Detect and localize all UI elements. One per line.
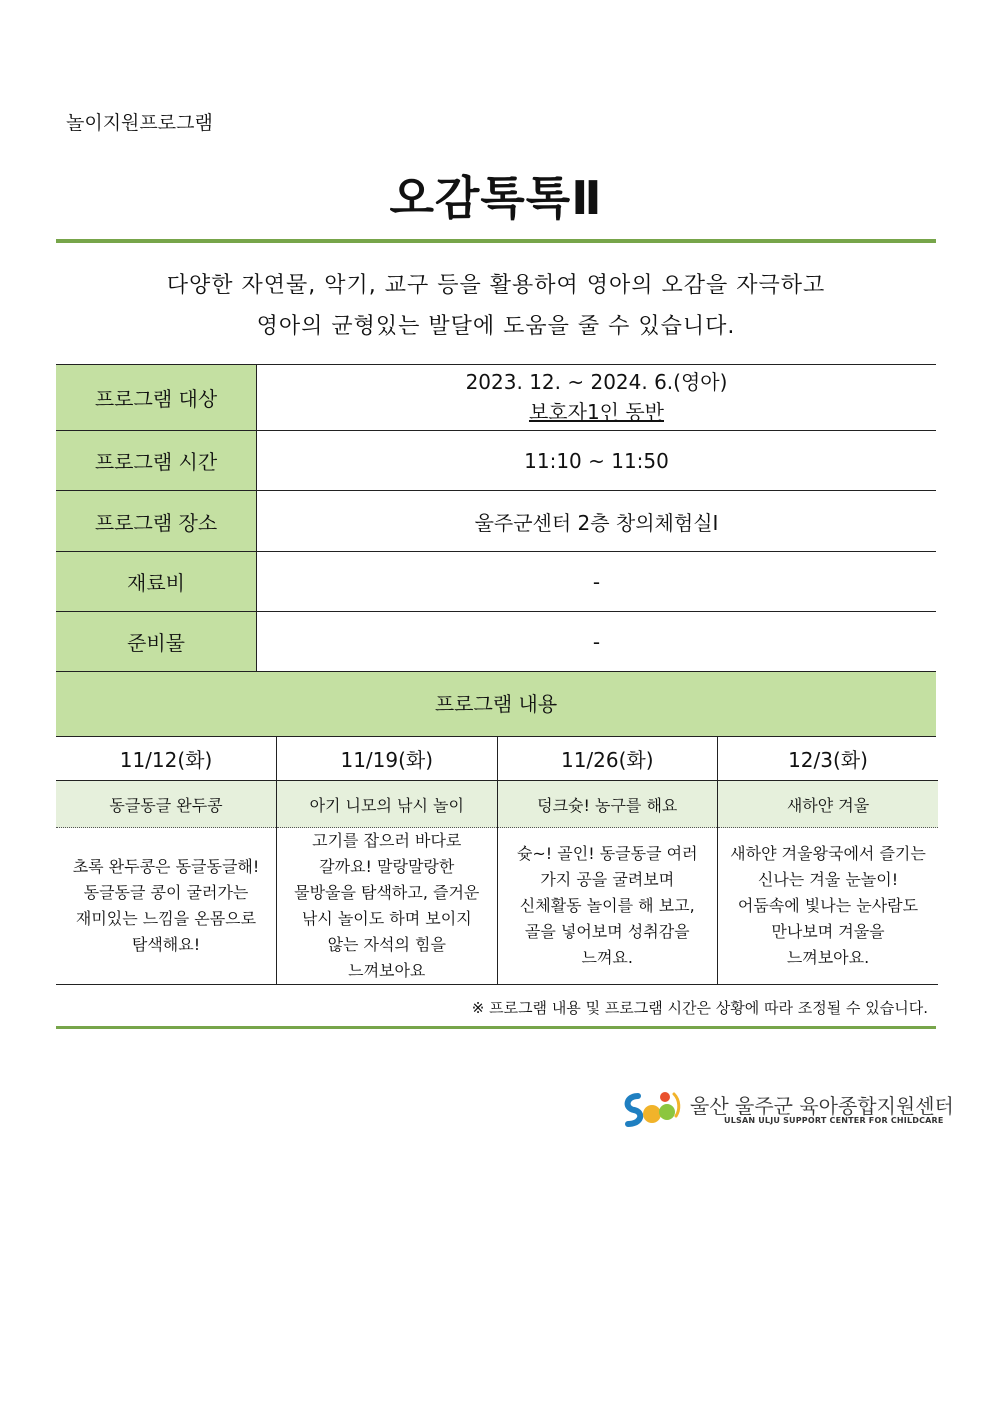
description-line: 느껴요. [581, 948, 633, 967]
program-category: 놀이지원프로그램 [66, 112, 213, 134]
description-line: 신체활동 놀이를 해 보고, [519, 896, 695, 915]
program-info-table [56, 364, 936, 672]
description-line: 느껴보아요 [348, 961, 426, 980]
target-label: 프로그램 대상 [56, 365, 257, 431]
description-line: 어둠속에 빛나는 눈사람도 [737, 896, 919, 915]
supplies-value: - [257, 612, 937, 672]
place-label: 프로그램 장소 [56, 491, 257, 552]
schedule-note: ※ 프로그램 내용 및 프로그램 시간은 상황에 따라 조정될 수 있습니다. [471, 999, 928, 1017]
description-line: 고기를 잡으러 바다로 [312, 831, 462, 850]
description-line: 골을 넣어보며 성취감을 [524, 922, 690, 941]
session-description [277, 828, 498, 985]
session-description [718, 828, 939, 985]
description-line: 않는 자석의 힘을 [327, 935, 446, 954]
description-line: 새하얀 겨울왕국에서 즐기는 [730, 844, 926, 863]
target-guardian: 보호자1인 동반 [528, 399, 664, 424]
time-value: 11:10 ~ 11:50 [257, 431, 937, 491]
session-activity: 동글동글 완두콩 [56, 781, 277, 828]
description-line: 신나는 겨울 눈놀이! [757, 870, 899, 889]
fee-value: - [257, 552, 937, 612]
session-activity: 새하얀 겨울 [718, 781, 939, 828]
schedule-table [56, 736, 938, 985]
place-value: 울주군센터 2층 창의체험실Ⅰ [257, 491, 937, 552]
description-line: 가지 공을 굴려보며 [540, 870, 675, 889]
description-line: 슛~! 골인! 동글동글 여러 [516, 844, 698, 863]
info-row-time [56, 431, 936, 491]
info-row-place [56, 491, 936, 552]
session-date: 11/12(화) [56, 736, 277, 781]
description-line: 초록 완두콩은 동글동글해! [72, 857, 260, 876]
page-title: 오감톡톡Ⅱ [389, 171, 603, 225]
intro-line-1: 다양한 자연물, 악기, 교구 등을 활용하여 영아의 오감을 자극하고 [166, 273, 826, 298]
center-name-ko: 울산 울주군 육아종합지원센터 [690, 1094, 954, 1118]
session-activity: 덩크슛! 농구를 해요 [497, 781, 718, 828]
schedule-dates-row [56, 736, 938, 781]
schedule-descriptions-row [56, 828, 938, 985]
target-period: 2023. 12. ~ 2024. 6.(영아) [465, 369, 728, 394]
intro-line-2: 영아의 균형있는 발달에 도움을 줄 수 있습니다. [256, 314, 736, 339]
description-line: 동글동글 콩이 굴러가는 [83, 883, 249, 902]
time-label: 프로그램 시간 [56, 431, 257, 491]
session-date: 11/19(화) [277, 736, 498, 781]
center-logo [620, 1086, 954, 1136]
description-line: 탐색해요! [131, 935, 201, 954]
description-line: 만나보며 겨울을 [771, 922, 885, 941]
title-divider [56, 239, 936, 243]
target-value [257, 365, 937, 431]
fee-label: 재료비 [56, 552, 257, 612]
description-line: 재미있는 느낌을 온몸으로 [75, 909, 257, 928]
bottom-divider [56, 1026, 936, 1029]
description-line: 낚시 놀이도 하며 보이지 [301, 909, 472, 928]
schedule-activities-row [56, 781, 938, 828]
session-description [56, 828, 277, 985]
description-line: 물방울을 탐색하고, 즐거운 [294, 883, 480, 902]
description-line: 갈까요! 말랑말랑한 [319, 857, 455, 876]
description-line: 느껴보아요. [786, 948, 870, 967]
info-row-target [56, 365, 936, 431]
info-row-supplies [56, 612, 936, 672]
info-row-fee [56, 552, 936, 612]
session-date: 12/3(화) [718, 736, 939, 781]
session-activity: 아기 니모의 낚시 놀이 [277, 781, 498, 828]
center-name-en: ULSAN ULJU SUPPORT CENTER FOR CHILDCARE [724, 1116, 944, 1125]
supplies-label: 준비물 [56, 612, 257, 672]
session-date: 11/26(화) [497, 736, 718, 781]
center-logo-icon [620, 1088, 682, 1134]
session-description [497, 828, 718, 985]
content-heading: 프로그램 내용 [56, 671, 936, 737]
